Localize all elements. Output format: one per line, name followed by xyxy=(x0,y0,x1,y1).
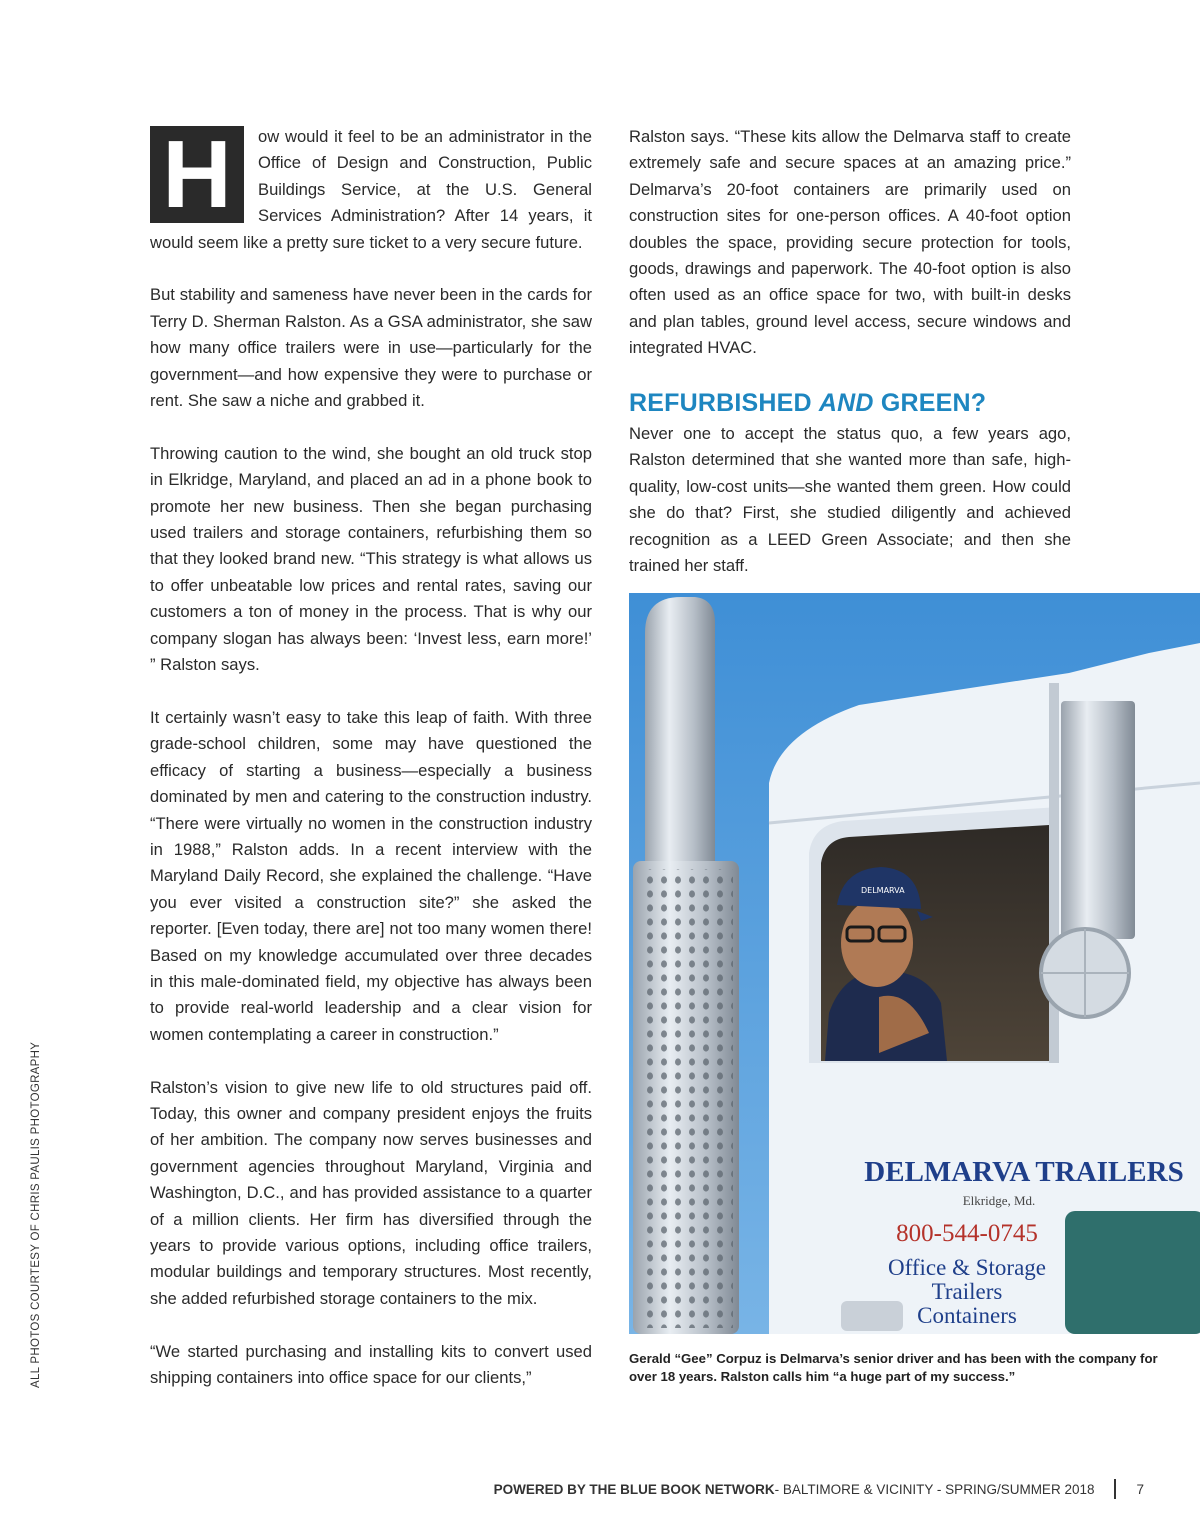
door-line-3: Containers xyxy=(917,1303,1017,1328)
photo-credit: ALL PHOTOS COURTESY OF CHRIS PAULIS PHOTOGRAPHY xyxy=(30,1041,42,1388)
door-line-2: Trailers xyxy=(931,1279,1003,1304)
rear-window xyxy=(1065,1211,1200,1334)
side-mirror xyxy=(1061,701,1135,939)
page-number: 7 xyxy=(1136,1481,1144,1497)
drop-cap: H xyxy=(150,126,244,223)
photo-caption: Gerald “Gee” Corpuz is Delmarva’s senior driver and has been with the company for over 18 years. Ralston calls him “a huge part of my success.” xyxy=(629,1351,1158,1384)
cap-logo: DELMARVA xyxy=(861,886,905,895)
left-column xyxy=(150,121,592,1418)
footer-publication: - BALTIMORE & VICINITY - SPRING/SUMMER 2018 xyxy=(774,1481,1095,1497)
door-line-1: Office & Storage xyxy=(888,1255,1046,1280)
right-column xyxy=(629,124,1071,606)
article-paragraph-8: Never one to accept the status quo, a few years ago, Ralston determined that she wanted more than safe, high-quality, low-cost units—she wanted them green. How could she do that? First, she studied diligently and achieved recognition as a LEED Green Associate; and then she trained her staff. xyxy=(629,424,1071,576)
article-paragraph-7: Ralston says. “These kits allow the Delmarva staff to create extremely safe and secure spaces at an amazing price.” Delmarva’s 20-foot containers are primarily used on construction sites for one-person offices. A 40-foot option doubles the space, providing secure protection for tools, goods, drawings and paperwork. The 40-foot option is also often used as an office space for two, with built-in desks and plan tables, ground level access, secure windows and integrated HVAC. xyxy=(629,127,1071,358)
door-phone: 800-544-0745 xyxy=(896,1220,1038,1247)
article-paragraph-6: “We started purchasing and installing kits to convert used shipping containers into office space for our clients,” xyxy=(150,1341,592,1388)
page-footer xyxy=(494,1479,1144,1499)
door-handle xyxy=(841,1301,903,1331)
article-paragraph-5: Ralston’s vision to give new life to old structures paid off. Today, this owner and company president enjoys the fruits of her ambition. The company now serves businesses and government agencies throughout Maryland, Virginia and Washington, D.C., and has provided assistance to a quarter of a million clients. Her firm has diversified through the years to provide various options, including office trailers, modular buildings and temporary structures. Most recently, she added refurbished storage containers to the mix. xyxy=(150,1077,592,1308)
door-title: DELMARVA TRAILERS xyxy=(864,1156,1184,1188)
article-paragraph-3: Throwing caution to the wind, she bought an old truck stop in Elkridge, Maryland, and placed an ad in a phone book to promote her new business. Then she began purchasing used trailers and storage containers, refurbishing them so that they looked brand new. “This strategy is what allows us to offer unbeatable low prices and rental rates, saving our customers a ton of money in the process. That is why our company slogan has always been: ‘Invest less, earn more!’ ” Ralston says. xyxy=(150,443,592,675)
section-heading: REFURBISHED AND GREEN? xyxy=(629,389,987,418)
truck-photo xyxy=(629,593,1200,1334)
article-paragraph-2: But stability and sameness have never been in the cards for Terry D. Sherman Ralston. As a GSA administrator, she saw how many office trailers were in use—particularly for the government—and how expensive they were to purchase or rent. She saw a niche and grabbed it. xyxy=(150,285,592,411)
footer-divider xyxy=(1114,1479,1116,1499)
footer-brand: POWERED BY THE BLUE BOOK NETWORK xyxy=(493,1481,775,1497)
door-location: Elkridge, Md. xyxy=(962,1193,1036,1208)
article-paragraph-4: It certainly wasn’t easy to take this leap of faith. With three grade-school children, some may have questioned the efficacy of starting a business—especially a business dominated by men and catering to the construction industry. “There were virtually no women in the construction industry in 1988,” Ralston adds. In a recent interview with the Maryland Daily Record, she explained the challenge. “Have you ever visited a construction site?” she asked the reporter. [Even today, there are] not too many women there! Based on my knowledge accumulated over three decades in this male-dominated field, my objective has always been to provide real-world leadership and a clear vision for women contemplating a career in construction.” xyxy=(150,707,592,1044)
article-paragraph-1: H ow would it feel to be an administrator in the Office of Design and Construction, Public Buildings Service, at the U.S. General Services Administration? After 14 years, it would seem like a pretty sure ticket to a very secure future. xyxy=(150,121,592,252)
